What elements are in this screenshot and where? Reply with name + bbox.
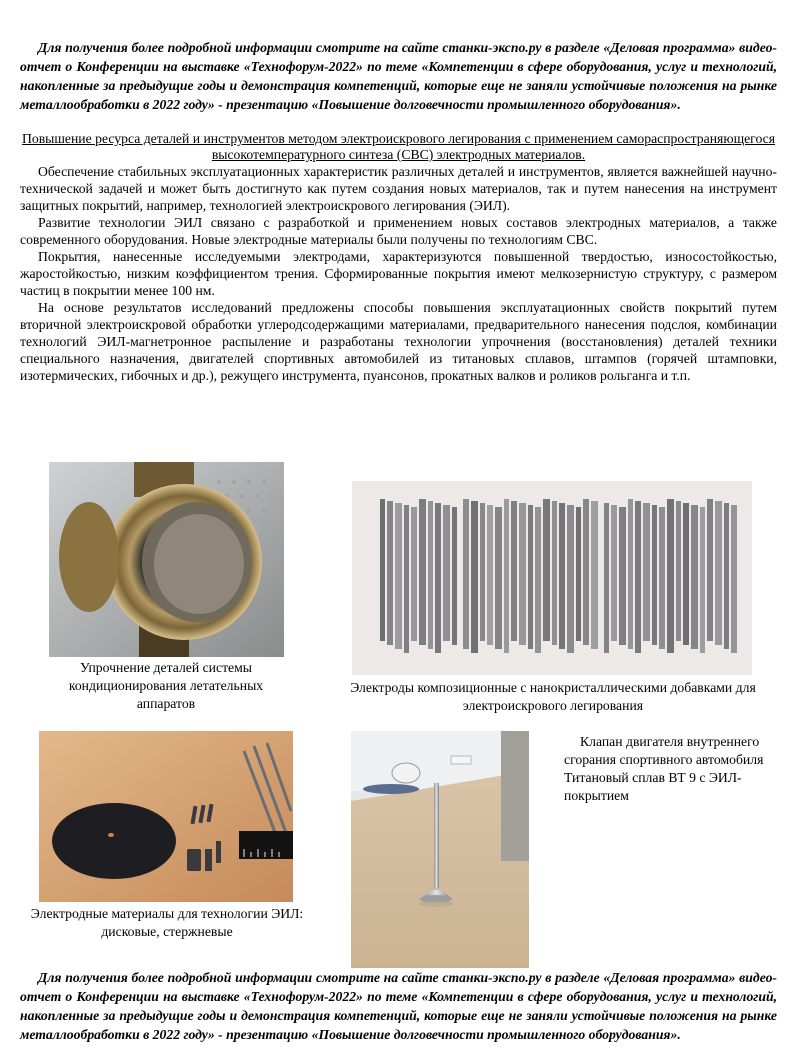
electrode-rod — [511, 501, 517, 641]
intro-note-repeat-container — [20, 968, 777, 1044]
electrode-rod — [428, 501, 433, 649]
electrode-rod — [604, 503, 609, 653]
electrode-rod — [463, 499, 469, 649]
electrode-rod — [567, 505, 574, 653]
electrode-rod — [528, 505, 533, 649]
caption-fig1: Упрочнение деталей системы кондиционирования летательных аппаратов — [68, 660, 264, 711]
electrode-rod — [576, 507, 581, 641]
electrode-rod — [480, 503, 485, 641]
intro-note: Для получения более подробной информации смотрите на сайте станки-экспо.ру в разделе «Деловая программа» видео-отчет о Конференции на выставке «Технофорум-2022» по теме «Компетенции в сфере оборудования, услуг и технологий, накопленные за предыдущие годы и демонстрация компетенций, которые еще не заняли устойчивые положения на рынке металлообработки в 2022 году» - презентацию «Повышение долговечности промышленного оборудования». — [20, 40, 777, 112]
electrode-rod — [395, 503, 402, 649]
electrode-rod — [691, 505, 698, 649]
electrode-rod — [471, 501, 478, 653]
photo-engine-valve — [351, 731, 529, 968]
document-body — [20, 38, 777, 384]
electrode-rod — [552, 501, 557, 645]
electrode-rod — [443, 505, 450, 641]
caption-fig2: Электроды композиционные с нанокристаллическими добавками для электроискрового легирования — [350, 680, 756, 713]
electrode-rod — [504, 499, 509, 653]
intro-note-repeat: Для получения более подробной информации смотрите на сайте станки-экспо.ру в разделе «Деловая программа» видео-отчет о Конференции на выставке «Технофорум-2022» по теме «Компетенции в сфере оборудования, услуг и технологий, накопленные за предыдущие годы и демонстрация компетенций, которые еще не заняли устойчивые положения на рынке металлообработки в 2022 году» - презентацию «Повышение долговечности промышленного оборудования». — [20, 970, 777, 1042]
paragraph-1: Обеспечение стабильных эксплуатационных характеристик различных деталей и инструментов, является важнейшей научно-технической задачей и может быть достигнуто как путем создания новых материалов, так и путем нанесения на инструмент защитных покрытий, например, технологией электроискрового легирования (ЭИЛ). — [20, 164, 777, 213]
electrode-rod — [435, 503, 441, 653]
electrode-rod — [659, 507, 665, 649]
electrode-rod — [543, 499, 550, 641]
electrode-rod — [495, 507, 502, 649]
electrode-rod — [452, 507, 457, 645]
photo-disc-electrodes — [39, 731, 293, 902]
caption-fig4: Клапан двигателя внутреннего сгорания спортивного автомобиля Титановый сплав ВТ 9 с ЭИЛ-покрытием — [564, 734, 764, 803]
electrode-rod — [611, 505, 617, 641]
electrode-rod — [487, 505, 493, 645]
article-title: Повышение ресурса деталей и инструментов методом электроискрового легирования с применением самораспространяющегося высокотемпературного синтеза (СВС) электродных материалов. — [21, 131, 776, 162]
electrode-rod — [652, 505, 657, 645]
electrode-rod — [731, 505, 737, 653]
electrode-rod — [380, 499, 385, 641]
photo-brass-part — [49, 462, 284, 657]
electrode-rod — [419, 499, 426, 645]
photo-electrode-rods — [352, 481, 752, 675]
electrode-rod — [583, 499, 589, 645]
electrode-rod — [619, 507, 626, 645]
electrode-rod — [683, 503, 689, 645]
electrode-rod — [707, 499, 713, 641]
electrode-rod — [635, 501, 641, 653]
electrode-rod — [715, 501, 722, 645]
electrode-rod — [591, 501, 598, 649]
caption-fig3: Электродные материалы для технологии ЭИЛ: дисковые, стержневые — [30, 906, 304, 939]
electrode-rod — [387, 501, 393, 645]
electrode-rod — [559, 503, 565, 649]
electrode-rod — [700, 507, 705, 653]
electrode-rod — [628, 499, 633, 649]
electrode-rod — [643, 503, 650, 641]
electrode-rod — [667, 499, 674, 653]
electrode-rod — [519, 503, 526, 645]
paragraph-3: Покрытия, нанесенные исследуемыми электродами, характеризуются повышенной твердостью, износостойкостью, жаростойкостью, низким коэффициентом трения. Сформированные покрытия имеют мелкозернистую структуру, с размером частиц в покрытии менее 100 нм. — [20, 249, 777, 298]
electrode-rod — [724, 503, 729, 649]
electrode-rod — [676, 501, 681, 641]
electrode-rod — [535, 507, 541, 653]
paragraph-4: На основе результатов исследований предложены способы повышения эксплуатационных свойств покрытий путем вторичной электроискровой обработки углеродсодержащими материалами, предварительного нанесения подслоя, комбинации технологий ЭИЛ-магнетронное распыление и разработаны технологии упрочнения (восстановления) деталей техники специального назначения, двигателей спортивных автомобилей из титановых сплавов, штампов (горячей штамповки, изотермических, гибочных и др.), режущего инструмента, пуансонов, прокатных валков и роликов рольганга и т.п. — [20, 300, 777, 383]
electrode-rod — [404, 505, 409, 653]
paragraph-2: Развитие технологии ЭИЛ связано с разработкой и применением новых составов электродных материалов, а также современного оборудования. Новые электродные материалы были получены по технологиям СВС. — [20, 215, 777, 247]
electrode-rod — [411, 507, 417, 641]
